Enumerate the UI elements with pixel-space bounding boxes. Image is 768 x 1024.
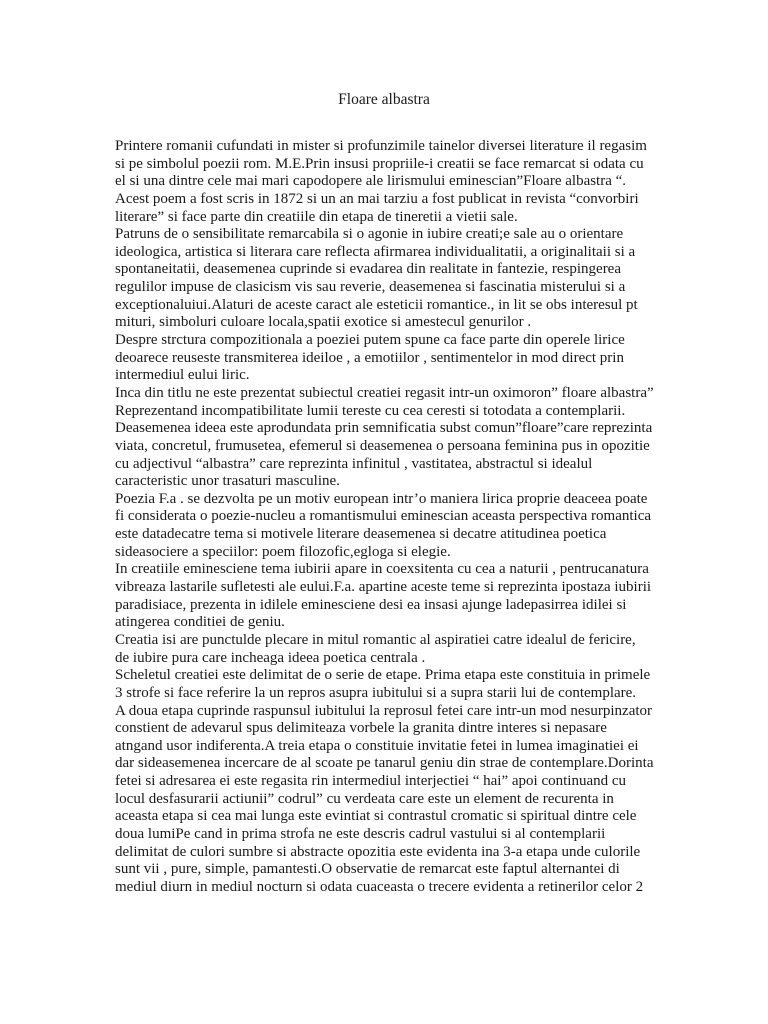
text-line: aceasta etapa si cea mai lunga este evintiat si contrastul cromatic si spiritual dintre cele: [115, 808, 637, 825]
text-line: cu adjectivul “albastra” care reprezinta infinitul , vastitatea, abstractul si idealul: [115, 455, 593, 472]
text-line: Poezia F.a . se dezvolta pe un motiv european intr’o maniera lirica proprie deaceea poate: [115, 490, 648, 507]
text-line: ideologica, artistica si literara care reflecta afirmarea individualitatii, a originalitaii si a: [115, 243, 636, 260]
text-line: exceptionaluiui.Alaturi de aceste caract ale esteticii romantice., in lit se obs interesul pt: [115, 296, 638, 313]
text-line: dar sideasemenea incercare de al scoate pe tanarul geniu din strae de contemplare.Dorinta: [115, 755, 654, 772]
text-line: spontaneitatii, deasemenea cuprinde si evadarea din realitate in fantezie, respingerea: [115, 261, 622, 278]
text-line: mediul diurn in mediul nocturn si odata cuaceasta o trecere evidenta a retinerilor celor 2: [115, 878, 644, 895]
text-line: Printere romanii cufundati in mister si profunzimile tainelor diversei literature il regasim: [115, 138, 647, 154]
text-line: caracteristic unor trasaturi masculine.: [115, 473, 340, 490]
document-body: [115, 138, 655, 897]
text-line: fetei si adresarea ei este regasita rin intermediul interjectiei “ hai” apoi continuand cu: [115, 773, 627, 790]
text-line: atingerea conditiei de geniu.: [115, 614, 285, 631]
text-line: si pe simbolul poezii rom. M.E.Prin insusi propriile-i creatii se face remarcat si odata cu: [115, 155, 644, 172]
text-line: sideasociere a speciilor: poem filozofic,egloga si elegie.: [115, 543, 451, 560]
text-line: Acest poem a fost scris in 1872 si un an mai tarziu a fost publicat in revista “convorbiri: [115, 190, 639, 207]
text-line: de iubire pura care incheaga ideea poetica centrala .: [115, 649, 426, 666]
text-line: Deasemenea ideea este aprodundata prin semnificatia subst comun”floare”care reprezinta: [115, 420, 653, 437]
text-line: viata, concretul, frumusetea, efemerul si deasemenea o persoana feminina pus in opozitie: [115, 437, 650, 454]
text-line: intermediul eului liric.: [115, 367, 250, 384]
text-line: mituri, simboluri culoare locala,spatii exotice si amestecul genurilor .: [115, 314, 532, 331]
text-line: A doua etapa cuprinde raspunsul iubitului la reprosul fetei care intr-un mod nesurpinzator: [115, 702, 653, 719]
text-line: vibreaza lastarile sufletesti ale eului.F.a. apartine aceste teme si reprezinta ipostaza iubirii: [115, 579, 652, 596]
text-line: atngand usor indiferenta.A treia etapa o constituie invitatie fetei in lumea imaginatiei ei: [115, 737, 639, 754]
text-line: fi considerata o poezie-nucleu a romantismului eminescian aceasta perspectiva romantica: [115, 508, 652, 525]
text-line: Creatia isi are punctulde plecare in mitul romantic al aspiratiei catre idealul de fericire,: [115, 631, 636, 648]
text-line: locul desfasurarii actiunii” codrul” cu verdeata care este un element de recurenta in: [115, 790, 614, 807]
text-line: regulilor impuse de clasicism vis sau reverie, deasemenea si fascinatia misterului si a: [115, 279, 626, 296]
text-line: literare” si face parte din creatiile din etapa de tineretii a vietii sale.: [115, 208, 518, 225]
text-line: 3 strofe si face referire la un repros asupra iubitului si a supra starii lui de contemplare.: [115, 684, 637, 701]
text-line: deoarece reuseste transmiterea ideiloe , a emotiilor , sentimentelor in mod direct prin: [115, 349, 624, 366]
document-title: Floare albastra: [338, 91, 430, 108]
text-line: este datadecatre tema si motivele literare deasemenea si decatre atitudinea poetica: [115, 526, 607, 543]
text-line: paradisiace, prezenta in idilele eminesciene desi ea insasi ajunge ladepasirrea idilei si: [115, 596, 627, 613]
text-line: Scheletul creatiei este delimitat de o serie de etape. Prima etapa este constituia in primele: [115, 667, 651, 684]
text-line: delimitat de culori sumbre si abstracte opozitia este evidenta ina 3-a etapa unde culorile: [115, 843, 641, 860]
text-line: Despre strctura compozitionala a poeziei putem spune ca face parte din operele lirice: [115, 332, 625, 349]
text-line: Reprezentand incompatibilitate lumii tereste cu cea ceresti si totodata a contemplarii.: [115, 402, 626, 419]
text-line: Patruns de o sensibilitate remarcabila si o agonie in iubire creati;e sale au o orientare: [115, 226, 624, 243]
text-line: doua lumiPe cand in prima strofa ne este descris cadrul vastului si al contemplarii: [115, 825, 606, 842]
text-line: constient de adevarul spus delimiteaza vorbele la granita dintre interes si nepasare: [115, 720, 607, 737]
text-line: el si una dintre cele mai mari capodopere ale lirismului eminescian”Floare albastra “.: [115, 173, 627, 190]
text-line: In creatiile eminesciene tema iubirii apare in coexsitenta cu cea a naturii , pentrucanatura: [115, 561, 649, 578]
text-line: sunt vii , pure, simple, pamantesti.O observatie de remarcat este faptul alternantei di: [115, 861, 620, 878]
text-line: Inca din titlu ne este prezentat subiectul creatiei regasit intr-un oximoron” floare albastra”: [115, 384, 654, 401]
